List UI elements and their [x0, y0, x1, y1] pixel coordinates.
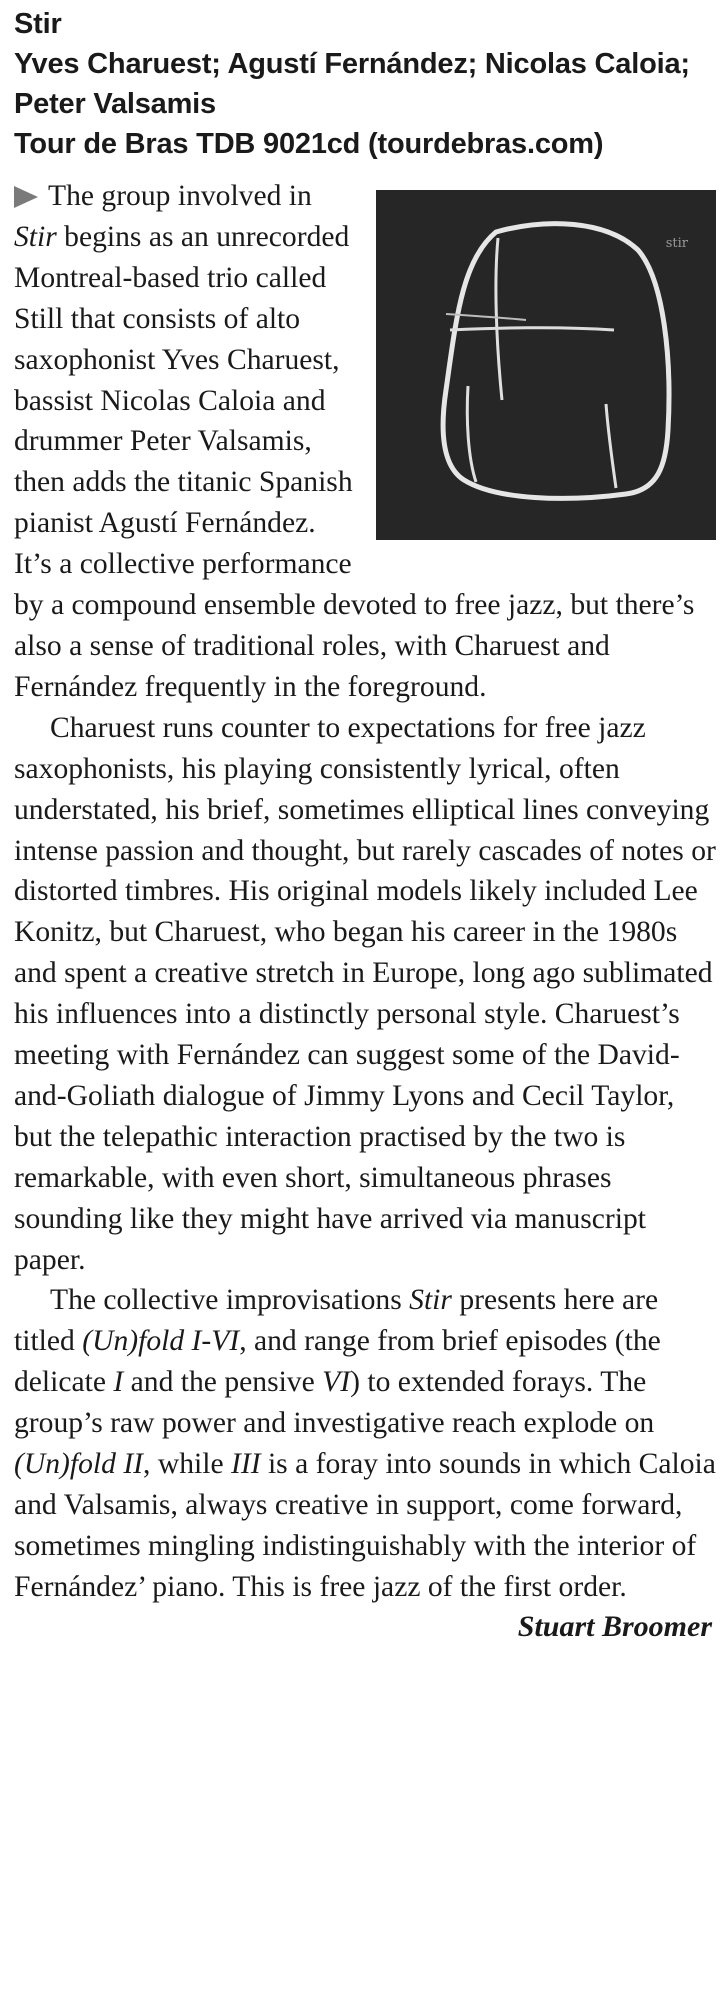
paragraph-3 — [14, 1280, 716, 1607]
album-cover-image — [376, 190, 716, 540]
p3-text-2: Stir — [409, 1284, 452, 1317]
p3-text-1: The collective improvisations — [50, 1284, 410, 1317]
p3-text-7: and the pensive — [123, 1366, 323, 1399]
p3-text-6: I — [113, 1366, 124, 1399]
p3-text-3: presents here are titled — [14, 1284, 659, 1358]
review-page — [14, 0, 716, 2006]
label-catalog-line: Tour de Bras TDB 9021cd (tourdebras.com) — [14, 128, 604, 160]
p3-text-8: VI — [322, 1366, 351, 1399]
cover-title-text: stir — [665, 236, 688, 251]
p3-text-11: , while — [143, 1448, 231, 1481]
reviewer-byline: Stuart Broomer — [517, 1609, 712, 1643]
paragraph-1 — [14, 176, 716, 708]
album-title: Stir — [14, 8, 62, 40]
p1-text-1: The group involved in — [48, 180, 312, 212]
p3-text-13: is a foray into sounds in which Caloia and Valsamis, always creative in support, come forward, sometimes mingling indistinguishably with the interior of Fernández’ piano. This is free jazz of the first order. — [14, 1448, 716, 1603]
p3-text-10: (Un)fold II — [14, 1448, 144, 1481]
p1-text-3: begins as an unrecorded Montreal-based trio called Still that consists of alto saxophonist Yves Charuest, bassist Nicolas Caloia and drummer Peter Valsamis, then adds the titanic Spanish pianist Agustí Fernández. It’s a collective performance by a compound ensemble devoted to free jazz, but there’s also a sense of traditional roles, with Charuest and Fernández frequently in the foreground. — [14, 220, 695, 703]
review-header — [14, 0, 716, 164]
p3-text-4: (Un)fold I-VI — [82, 1325, 240, 1358]
p3-text-12: III — [230, 1448, 261, 1481]
paragraph-marker-icon — [14, 186, 38, 208]
review-body — [14, 176, 716, 1646]
p3-text-9: ) to extended forays. The group’s raw power and investigative reach explode on — [14, 1366, 655, 1440]
p1-text-2: Stir — [14, 220, 57, 253]
artists-line: Yves Charuest; Agustí Fernández; Nicolas Caloia; Peter Valsamis — [14, 48, 690, 120]
p3-text-5: , and range from brief episodes (the delicate — [14, 1325, 661, 1399]
paragraph-2: Charuest runs counter to expectations for free jazz saxophonists, his playing consistently lyrical, often understated, his brief, sometimes elliptical lines conveying intense passion and thought, but rarely cascades of notes or distorted timbres. His original models likely included Lee Konitz, but Charuest, who began his career in the 1980s and spent a creative stretch in Europe, long ago sublimated his influences into a distinctly personal style. Charuest’s meeting with Fernández can suggest some of the David-and-Goliath dialogue of Jimmy Lyons and Cecil Taylor, but the telepathic interaction practised by the two is remarkable, with even short, simultaneous phrases sounding like they might have arrived via manuscript paper. — [14, 711, 716, 1276]
